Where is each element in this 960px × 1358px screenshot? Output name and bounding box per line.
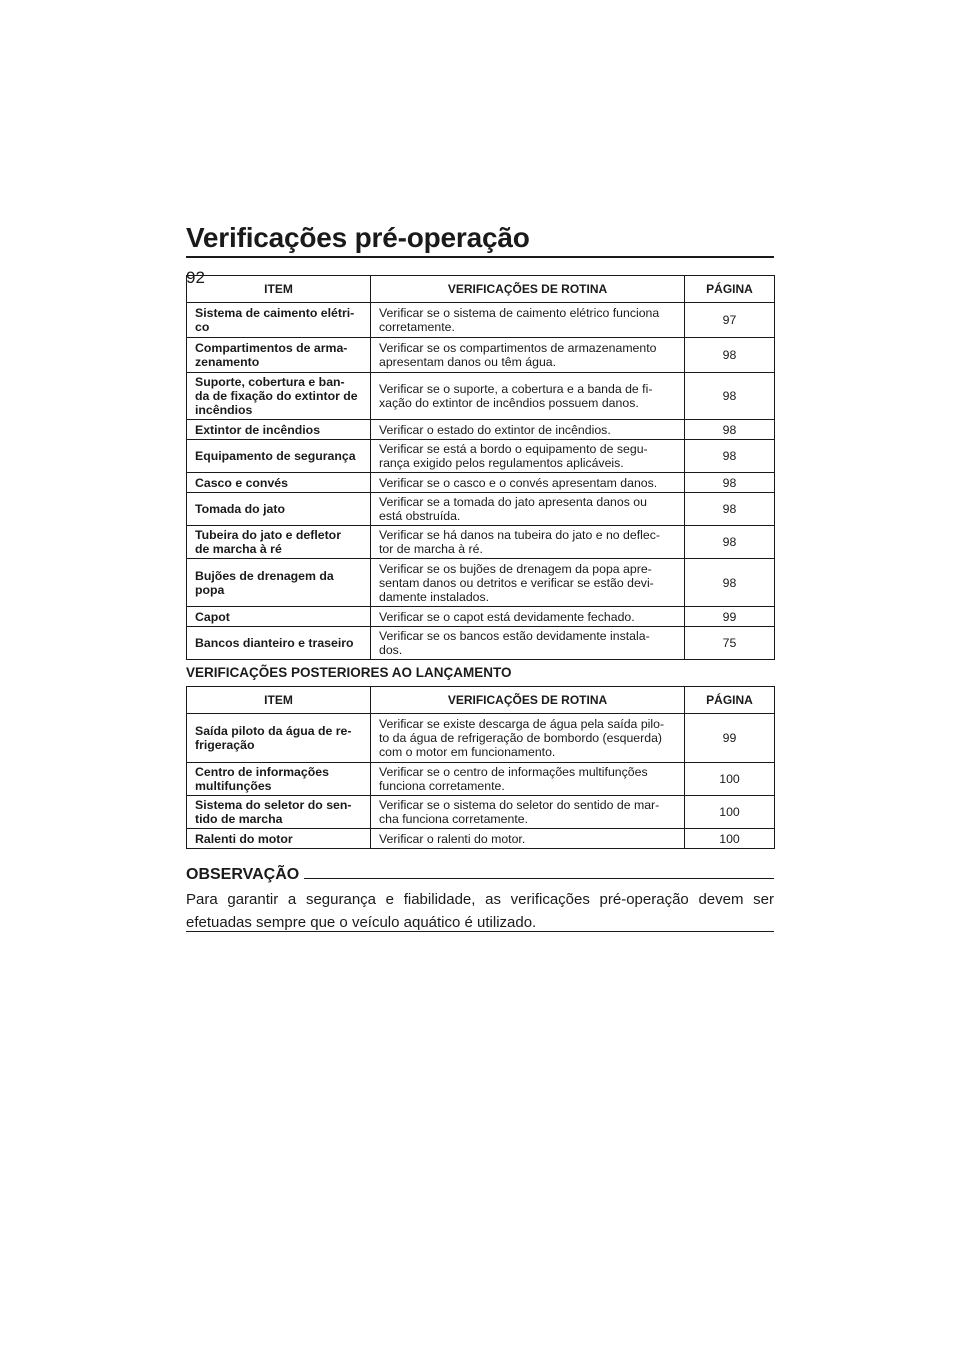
check-cell: Verificar o estado do extintor de incêndios. — [371, 420, 685, 440]
table-row — [187, 627, 775, 660]
item-cell: Compartimentos de arma- zenamento — [187, 338, 371, 373]
table-row — [187, 473, 775, 493]
column-header-item: ITEM — [187, 276, 371, 303]
item-cell: Sistema do seletor do sen- tido de marcha — [187, 796, 371, 829]
check-cell: Verificar se há danos na tubeira do jato e no deflec- tor de marcha à ré. — [371, 526, 685, 559]
column-header-page: PÁGINA — [685, 687, 775, 714]
note-bottom-rule — [186, 931, 774, 932]
item-cell: Casco e convés — [187, 473, 371, 493]
table-row — [187, 373, 775, 420]
table-row — [187, 338, 775, 373]
page-cell: 99 — [685, 607, 775, 627]
item-cell: Tomada do jato — [187, 493, 371, 526]
item-cell: Saída piloto da água de re- frigeração — [187, 714, 371, 763]
page-cell: 98 — [685, 373, 775, 420]
table-row — [187, 493, 775, 526]
check-cell: Verificar se está a bordo o equipamento de segu- rança exigido pelos regulamentos aplicáveis. — [371, 440, 685, 473]
table-header-row — [187, 276, 775, 303]
page-cell: 98 — [685, 440, 775, 473]
table-row — [187, 796, 775, 829]
item-cell: Suporte, cobertura e ban- da de fixação do extintor de incêndios — [187, 373, 371, 420]
column-header-check: VERIFICAÇÕES DE ROTINA — [371, 687, 685, 714]
page-cell: 98 — [685, 473, 775, 493]
check-cell: Verificar se o casco e o convés apresentam danos. — [371, 473, 685, 493]
column-header-page: PÁGINA — [685, 276, 775, 303]
page-cell: 100 — [685, 796, 775, 829]
table-row — [187, 714, 775, 763]
item-cell: Bujões de drenagem da popa — [187, 559, 371, 607]
item-cell: Equipamento de segurança — [187, 440, 371, 473]
page-cell: 98 — [685, 420, 775, 440]
note-heading-rule — [304, 878, 774, 879]
item-cell: Capot — [187, 607, 371, 627]
check-cell: Verificar se o centro de informações multifunções funciona corretamente. — [371, 763, 685, 796]
table-row — [187, 440, 775, 473]
column-header-item: ITEM — [187, 687, 371, 714]
page-cell: 97 — [685, 303, 775, 338]
item-cell: Centro de informações multifunções — [187, 763, 371, 796]
table-row — [187, 763, 775, 796]
page-title: Verificações pré-operação — [186, 222, 530, 253]
check-cell: Verificar se os bancos estão devidamente instala- dos. — [371, 627, 685, 660]
page-cell: 98 — [685, 493, 775, 526]
section-heading: VERIFICAÇÕES POSTERIORES AO LANÇAMENTO — [186, 665, 512, 680]
note-heading: OBSERVAÇÃO — [186, 866, 300, 883]
post-launch-checks-table — [186, 686, 775, 849]
page-cell: 98 — [685, 338, 775, 373]
title-rule — [186, 256, 774, 258]
check-cell: Verificar se os compartimentos de armazenamento apresentam danos ou têm água. — [371, 338, 685, 373]
page-cell: 75 — [685, 627, 775, 660]
table-header-row — [187, 687, 775, 714]
table-row — [187, 420, 775, 440]
check-cell: Verificar se o capot está devidamente fechado. — [371, 607, 685, 627]
page-cell: 98 — [685, 559, 775, 607]
note-text: Para garantir a segurança e fiabilidade, as verificações pré-operação devem ser efetuadas sempre que o veículo aquático é utilizado. — [186, 891, 774, 931]
table-row — [187, 526, 775, 559]
check-cell: Verificar o ralenti do motor. — [371, 829, 685, 849]
check-cell: Verificar se o sistema de caimento elétrico funciona corretamente. — [371, 303, 685, 338]
page-cell: 98 — [685, 526, 775, 559]
column-header-check: VERIFICAÇÕES DE ROTINA — [371, 276, 685, 303]
page-number: 92 — [186, 268, 205, 287]
check-cell: Verificar se os bujões de drenagem da popa apre- sentam danos ou detritos e verificar se estão devi- damente instalados. — [371, 559, 685, 607]
item-cell: Tubeira do jato e defletor de marcha à ré — [187, 526, 371, 559]
check-cell: Verificar se a tomada do jato apresenta danos ou está obstruída. — [371, 493, 685, 526]
table-row — [187, 559, 775, 607]
item-cell: Sistema de caimento elétri- co — [187, 303, 371, 338]
item-cell: Bancos dianteiro e traseiro — [187, 627, 371, 660]
check-cell: Verificar se o suporte, a cobertura e a banda de fi- xação do extintor de incêndios possuem danos. — [371, 373, 685, 420]
item-cell: Ralenti do motor — [187, 829, 371, 849]
page-cell: 100 — [685, 763, 775, 796]
page-cell: 99 — [685, 714, 775, 763]
check-cell: Verificar se existe descarga de água pela saída pilo- to da água de refrigeração de bombordo (esquerda) com o motor em funcionamento. — [371, 714, 685, 763]
page-cell: 100 — [685, 829, 775, 849]
table-row — [187, 303, 775, 338]
pre-operation-checks-table — [186, 275, 775, 660]
table-row — [187, 829, 775, 849]
table-row — [187, 607, 775, 627]
check-cell: Verificar se o sistema do seletor do sentido de mar- cha funciona corretamente. — [371, 796, 685, 829]
item-cell: Extintor de incêndios — [187, 420, 371, 440]
